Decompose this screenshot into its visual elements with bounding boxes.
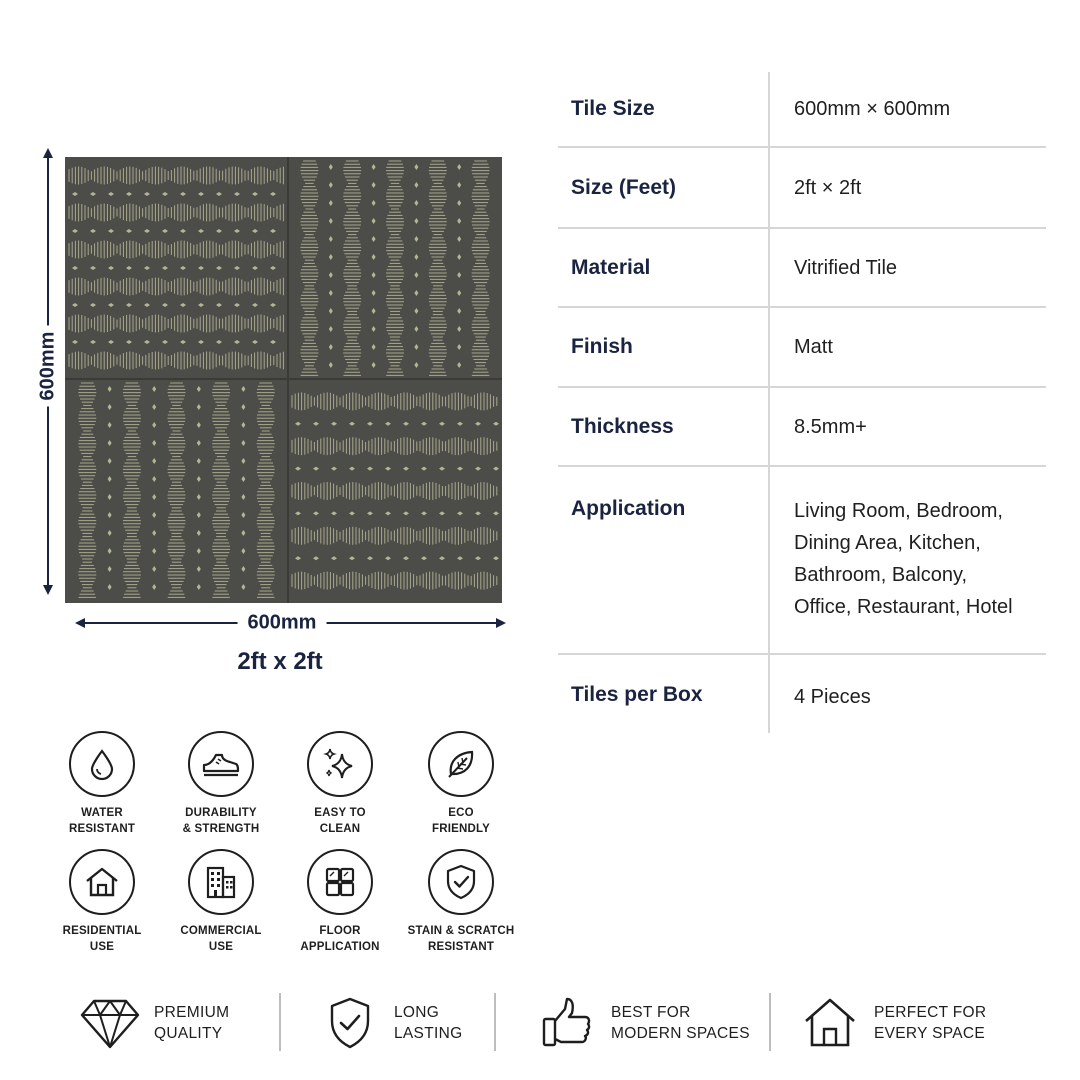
- shoe-icon: [188, 731, 254, 797]
- feature-floor-application: [275, 849, 405, 955]
- feature-label: APPLICATION: [300, 941, 380, 953]
- badges-bar: [0, 985, 1080, 1060]
- badge-label: BEST FOR: [611, 1003, 691, 1021]
- badge-divider: [279, 993, 281, 1051]
- shield-check-icon: [318, 991, 382, 1055]
- spec-label: Finish: [571, 335, 633, 358]
- feature-label: COMMERCIAL: [180, 925, 262, 937]
- spec-row-finish: [558, 308, 1046, 388]
- spec-value: 600mm × 600mm: [794, 98, 951, 120]
- badge-long-lasting: [318, 985, 462, 1060]
- badge-divider: [769, 993, 771, 1051]
- house-icon: [69, 849, 135, 915]
- badge-label: EVERY SPACE: [874, 1024, 985, 1042]
- spec-label: Tiles per Box: [571, 683, 703, 706]
- spec-value: Matt: [794, 336, 833, 358]
- feature-durability: [156, 731, 286, 837]
- arrow-right-icon: [496, 618, 506, 628]
- tile-image: [65, 157, 502, 603]
- feature-label: & STRENGTH: [182, 823, 260, 835]
- badge-label: LASTING: [394, 1024, 463, 1042]
- spec-label: Tile Size: [571, 97, 655, 120]
- feature-water-resistant: [37, 731, 167, 837]
- shield-check-icon: [428, 849, 494, 915]
- feature-label: RESISTANT: [68, 823, 136, 835]
- tile-illustration: [0, 0, 540, 700]
- feature-label: FLOOR: [319, 925, 361, 937]
- building-icon: [188, 849, 254, 915]
- application-line: Bathroom, Balcony,: [794, 564, 968, 586]
- spec-row-thickness: [558, 388, 1046, 467]
- feature-label: USE: [89, 941, 115, 953]
- badge-label: LONG: [394, 1003, 440, 1021]
- height-dimension-label: 600mm: [37, 326, 60, 407]
- badge-label: PREMIUM: [154, 1003, 230, 1021]
- application-line: Living Room, Bedroom,: [794, 500, 1003, 522]
- spec-row-tile-size: [558, 72, 1046, 148]
- diamond-icon: [78, 991, 142, 1055]
- spec-value: [770, 467, 1046, 653]
- feature-label: RESISTANT: [427, 941, 495, 953]
- spec-label: Application: [571, 497, 686, 520]
- feature-label: CLEAN: [319, 823, 361, 835]
- spec-label: Thickness: [571, 414, 674, 438]
- spec-value: 2ft × 2ft: [794, 176, 862, 199]
- water-drop-icon: [69, 731, 135, 797]
- feature-label: RESIDENTIAL: [62, 925, 142, 937]
- feature-residential-use: [37, 849, 167, 955]
- arrow-up-icon: [43, 148, 53, 158]
- spec-table: [558, 72, 1046, 733]
- badge-premium-quality: [78, 985, 229, 1060]
- spec-value: 8.5mm+: [794, 415, 867, 438]
- feature-easy-to-clean: [275, 731, 405, 837]
- spec-row-application: [558, 467, 1046, 655]
- application-line: Dining Area, Kitchen,: [794, 532, 981, 554]
- feature-stain-scratch-resistant: [396, 849, 526, 955]
- badge-label: MODERN SPACES: [611, 1024, 750, 1042]
- spec-row-material: [558, 229, 1046, 308]
- badge-label: QUALITY: [154, 1024, 223, 1042]
- sparkle-icon: [307, 731, 373, 797]
- arrow-left-icon: [75, 618, 85, 628]
- badge-label: PERFECT FOR: [874, 1003, 987, 1021]
- feature-label: EASY TO: [314, 807, 366, 819]
- feature-label: ECO: [448, 807, 474, 819]
- spec-value: 4 Pieces: [794, 686, 871, 708]
- badge-divider: [494, 993, 496, 1051]
- feature-eco-friendly: [396, 731, 526, 837]
- badge-best-for-modern-spaces: [535, 985, 750, 1060]
- house-icon: [798, 991, 862, 1055]
- spec-row-size-feet: [558, 148, 1046, 229]
- width-dimension-label: 600mm: [238, 612, 327, 635]
- feature-label: FRIENDLY: [431, 823, 491, 835]
- floor-grid-icon: [307, 849, 373, 915]
- feature-label: STAIN & SCRATCH: [407, 925, 515, 937]
- arrow-down-icon: [43, 585, 53, 595]
- spec-label: Size (Feet): [571, 175, 677, 199]
- spec-value: Vitrified Tile: [794, 256, 898, 279]
- feature-label: USE: [208, 941, 234, 953]
- application-line: Office, Restaurant, Hotel: [794, 596, 1013, 618]
- size-feet-label: 2ft x 2ft: [237, 648, 323, 675]
- thumbs-up-icon: [535, 991, 599, 1055]
- spec-label: Material: [571, 255, 651, 279]
- feature-label: WATER: [81, 807, 123, 819]
- feature-commercial-use: [156, 849, 286, 955]
- badge-perfect-for-every-space: [798, 985, 986, 1060]
- leaf-icon: [428, 731, 494, 797]
- feature-label: DURABILITY: [185, 807, 257, 819]
- spec-row-tiles-per-box: [558, 655, 1046, 733]
